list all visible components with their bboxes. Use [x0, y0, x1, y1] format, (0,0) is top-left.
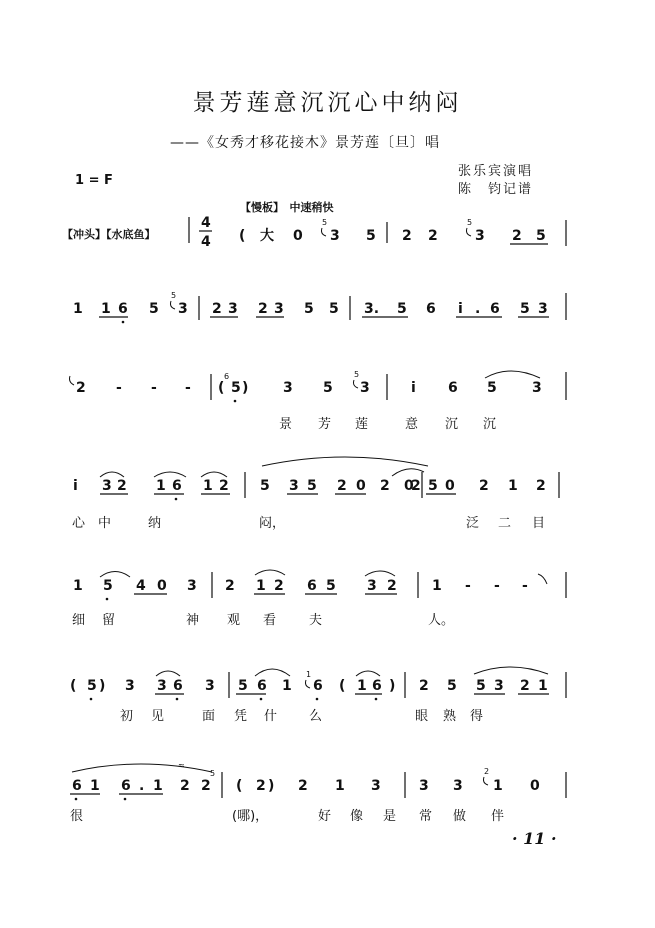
- note: 3: [205, 678, 215, 694]
- tie-slur: [474, 667, 548, 674]
- low-octave-dot: [375, 698, 378, 701]
- tie-slur: [262, 457, 428, 466]
- note: 2: [212, 301, 222, 317]
- note: 1: [101, 301, 111, 317]
- note: 大: [260, 228, 274, 244]
- lyric: 凭: [234, 709, 248, 724]
- note: 6: [426, 301, 436, 317]
- low-octave-dot: [234, 400, 237, 403]
- lyric: 是: [383, 809, 397, 824]
- note: 5: [87, 678, 97, 694]
- note: 3: [178, 301, 188, 317]
- lyric: 面: [202, 709, 216, 724]
- tie-slur: [255, 570, 285, 575]
- note: 5: [238, 678, 248, 694]
- note: 2: [201, 778, 211, 794]
- lyric: 细: [72, 613, 86, 628]
- lyric: 什: [264, 709, 278, 724]
- tie-slur: [201, 472, 227, 477]
- note: ): [242, 380, 249, 396]
- lyric: 心: [72, 516, 86, 531]
- lyric: 闷，: [259, 516, 286, 531]
- lyric: 芳: [318, 417, 332, 432]
- note: 5: [329, 301, 339, 317]
- note: 1: [508, 478, 518, 494]
- note: -: [116, 380, 122, 396]
- lyric: 很: [70, 809, 84, 824]
- note: 3: [475, 228, 485, 244]
- note: 1: [156, 478, 166, 494]
- trill-mark: ≈: [178, 761, 185, 770]
- note: 6: [257, 678, 267, 694]
- lyric: 见: [151, 709, 165, 724]
- note: 1: [357, 678, 367, 694]
- time-sig-bottom: 4: [201, 234, 211, 250]
- lyric: 目: [532, 516, 546, 531]
- note: 6: [307, 578, 317, 594]
- note: 1: [282, 678, 292, 694]
- note: ): [389, 678, 396, 694]
- note: 3: [532, 380, 542, 396]
- note: 1: [153, 778, 163, 794]
- note: 1: [73, 578, 83, 594]
- lyric: 留: [102, 613, 116, 628]
- note: 6: [172, 478, 182, 494]
- note: 3: [360, 380, 370, 396]
- lyric: 泛: [466, 516, 480, 531]
- tie-slur: [392, 469, 424, 476]
- note: 5: [366, 228, 376, 244]
- grace-note: 5: [171, 291, 177, 300]
- note: 3: [371, 778, 381, 794]
- note: 2: [411, 478, 421, 494]
- score-line-1: [189, 215, 566, 250]
- note: 1: [90, 778, 100, 794]
- phrase-mark: [538, 574, 547, 584]
- note: 2: [258, 301, 268, 317]
- lyric: 沉: [445, 417, 459, 432]
- lyric: (哪)，: [232, 809, 269, 824]
- grace-note: 5: [354, 370, 360, 379]
- time-sig-top: 4: [201, 215, 211, 231]
- note: 1: [335, 778, 345, 794]
- grace-slur: [354, 380, 359, 388]
- grace-note: 5: [467, 218, 473, 227]
- note: 2: [380, 478, 390, 494]
- note: (: [236, 778, 243, 794]
- note: 2: [225, 578, 235, 594]
- lyric: 观: [227, 613, 241, 628]
- note: -: [494, 578, 500, 594]
- note: 2: [117, 478, 127, 494]
- tempo-marking: 【慢板】 中速稍快: [240, 201, 334, 214]
- note: 5: [260, 478, 270, 494]
- grace-note: 5: [322, 218, 328, 227]
- note: 5: [326, 578, 336, 594]
- note: 5: [447, 678, 457, 694]
- note: 2: [479, 478, 489, 494]
- grace-slur: [70, 376, 75, 385]
- tie-slur: [365, 571, 395, 576]
- percussion-intro: 【冲头】【水底鱼】: [62, 228, 156, 241]
- lyric: 景: [279, 417, 293, 432]
- paren: (: [218, 380, 225, 396]
- tie-slur: [255, 669, 290, 676]
- grace-slur: [171, 301, 176, 309]
- note: 3: [289, 478, 299, 494]
- lyric: 二: [498, 516, 512, 531]
- tie-slur: [156, 671, 180, 676]
- score-line-4: [72, 457, 559, 531]
- note: 5: [304, 301, 314, 317]
- grace-slur: [306, 680, 311, 688]
- lyric: 伴: [491, 809, 505, 824]
- note: 3: [228, 301, 238, 317]
- note: 5: [149, 301, 159, 317]
- note: 0: [356, 478, 366, 494]
- low-octave-dot: [260, 698, 263, 701]
- lyric: 么: [309, 709, 323, 724]
- note: 6: [72, 778, 82, 794]
- low-octave-dot: [316, 698, 319, 701]
- lyric: 中: [98, 516, 112, 531]
- lyric: 眼: [415, 709, 429, 724]
- note: 5: [536, 228, 546, 244]
- lyric: 常: [419, 809, 433, 824]
- grace-note: 2: [484, 767, 490, 776]
- note: .: [139, 778, 145, 794]
- tie-slur: [100, 472, 124, 477]
- note: 5: [323, 380, 333, 396]
- score-line-6: [70, 667, 566, 724]
- lyric: 夫: [309, 613, 323, 628]
- note: -: [151, 380, 157, 396]
- transcriber-credit: 陈 钧记谱: [458, 182, 534, 197]
- lyric: 人。: [428, 613, 455, 628]
- note: 6: [313, 678, 323, 694]
- note: 3: [157, 678, 167, 694]
- note: 6: [118, 301, 128, 317]
- note: -: [185, 380, 191, 396]
- note: 5: [307, 478, 317, 494]
- lyric: 好: [318, 809, 332, 824]
- grace-slur: [484, 777, 489, 785]
- note: 1: [203, 478, 213, 494]
- singer-credit: 张乐宾演唱: [458, 164, 534, 179]
- lyric: 沉: [483, 417, 497, 432]
- note: 5: [397, 301, 407, 317]
- score-line-3: [70, 370, 567, 432]
- note: 2: [298, 778, 308, 794]
- note: 6: [448, 380, 458, 396]
- note: (: [239, 228, 246, 244]
- lyric: 像: [350, 809, 364, 824]
- tie-slur: [72, 764, 212, 772]
- note: 3: [274, 301, 284, 317]
- tie-slur: [485, 371, 540, 378]
- low-octave-dot: [75, 798, 78, 801]
- note: -: [522, 578, 528, 594]
- lyric: 熟: [443, 709, 457, 724]
- note: 6: [121, 778, 131, 794]
- page-title: 景芳莲意沉沉心中纳闷: [192, 90, 463, 116]
- note: 1: [493, 778, 503, 794]
- low-octave-dot: [106, 598, 109, 601]
- low-octave-dot: [90, 698, 93, 701]
- grace-note: 5: [210, 769, 216, 778]
- note: 6: [490, 301, 500, 317]
- low-octave-dot: [175, 498, 178, 501]
- grace-note: 6: [224, 372, 230, 381]
- note: (: [70, 678, 77, 694]
- note: 3: [494, 678, 504, 694]
- note: 3: [367, 578, 377, 594]
- score-line-7: [70, 761, 566, 824]
- lyric: 莲: [355, 417, 369, 432]
- note: 0: [293, 228, 303, 244]
- note: 6: [372, 678, 382, 694]
- note: 2: [76, 380, 86, 396]
- lyric: 意: [405, 417, 419, 432]
- lyric: 看: [263, 613, 277, 628]
- note: 5: [103, 578, 113, 594]
- note: 2: [419, 678, 429, 694]
- note: 5: [487, 380, 497, 396]
- note: .: [475, 301, 481, 317]
- note: 3: [125, 678, 135, 694]
- note: 2: [428, 228, 438, 244]
- lyric: 得: [470, 709, 484, 724]
- low-octave-dot: [176, 698, 179, 701]
- low-octave-dot: [122, 321, 125, 324]
- score-line-2: [73, 291, 566, 323]
- key-signature: 1 = F: [75, 173, 113, 188]
- note: 1: [432, 578, 442, 594]
- note: 3: [102, 478, 112, 494]
- note: 5: [520, 301, 530, 317]
- score-line-5: [72, 570, 566, 628]
- note: 6: [173, 678, 183, 694]
- note: 0: [445, 478, 455, 494]
- lyric: 神: [186, 613, 200, 628]
- note: 2: [180, 778, 190, 794]
- note: 4: [136, 578, 146, 594]
- lyric: 初: [120, 709, 134, 724]
- subtitle: ——《女秀才移花接木》景芳莲〔旦〕唱: [170, 135, 440, 151]
- note: ): [268, 778, 275, 794]
- grace-note: 1: [306, 670, 312, 679]
- note: 5: [428, 478, 438, 494]
- note: 3: [283, 380, 293, 396]
- note: -: [465, 578, 471, 594]
- note: 0: [404, 478, 414, 494]
- note: 3: [187, 578, 197, 594]
- note: i: [411, 380, 416, 396]
- grace-slur: [467, 228, 472, 236]
- note: 3: [419, 778, 429, 794]
- tie-slur: [356, 671, 380, 676]
- note: 1: [256, 578, 266, 594]
- note: ): [99, 678, 106, 694]
- note: 0: [157, 578, 167, 594]
- page-number: · 11 ·: [512, 829, 557, 848]
- note: 2: [219, 478, 229, 494]
- tie-slur: [100, 572, 130, 578]
- note: 2: [520, 678, 530, 694]
- note: 2: [274, 578, 284, 594]
- grace-slur: [322, 228, 327, 236]
- note: 2: [256, 778, 266, 794]
- note: 3.: [364, 301, 380, 317]
- note: 1: [73, 301, 83, 317]
- note: i: [73, 478, 78, 494]
- note: 2: [402, 228, 412, 244]
- lyric: 纳: [148, 516, 162, 531]
- note: 2: [512, 228, 522, 244]
- note: 5: [476, 678, 486, 694]
- tie-slur: [154, 472, 186, 477]
- note: (: [339, 678, 346, 694]
- lyric: 做: [453, 809, 467, 824]
- note: 2: [387, 578, 397, 594]
- note: 3: [330, 228, 340, 244]
- note: 0: [530, 778, 540, 794]
- note: 1: [538, 678, 548, 694]
- note: 2: [536, 478, 546, 494]
- note: 5: [231, 380, 241, 396]
- note: 3: [453, 778, 463, 794]
- note: 2: [337, 478, 347, 494]
- note: i: [458, 301, 463, 317]
- low-octave-dot: [124, 798, 127, 801]
- note: 3: [538, 301, 548, 317]
